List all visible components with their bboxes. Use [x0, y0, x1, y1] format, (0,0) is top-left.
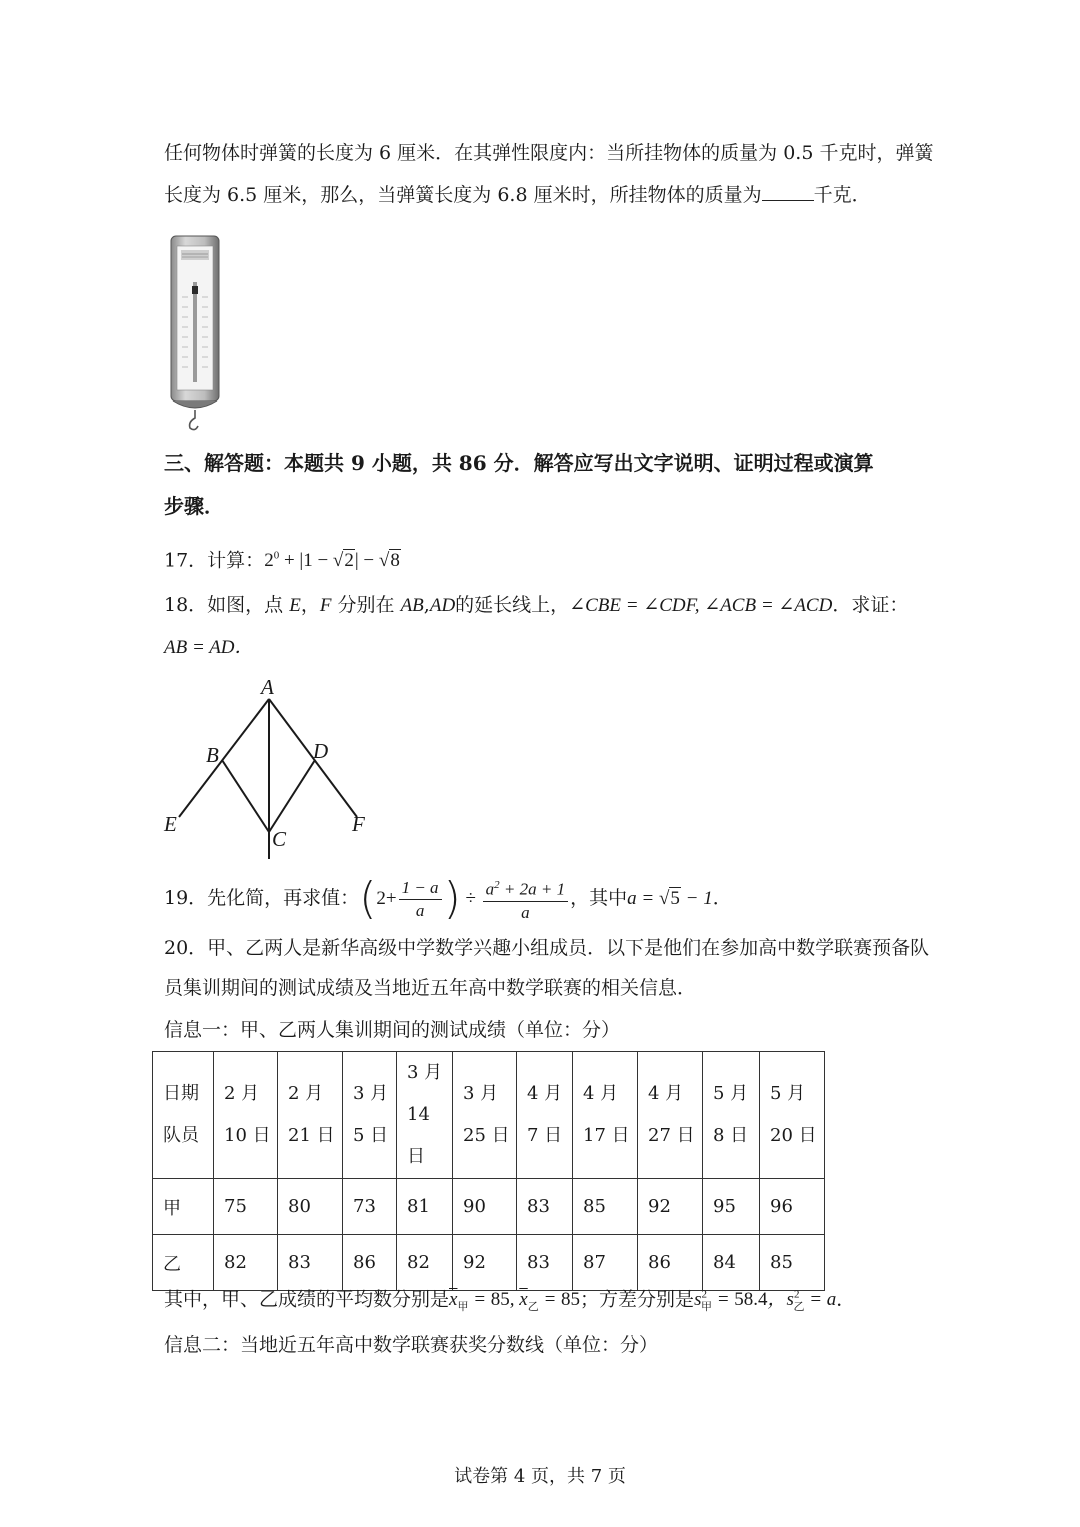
q18-line-1: 18．如图，点 E，F 分别在 AB,AD的延长线上，∠CBE = ∠CDF, ∠ACB = ∠ACD．求证： [164, 594, 909, 616]
stats-text-a: 其中，甲、乙成绩的平均数分别是 [164, 1288, 450, 1311]
date-cell: 2 月 21 日 [278, 1052, 343, 1179]
score-cell: 85 [760, 1235, 825, 1291]
member-name-cell: 甲 [153, 1179, 214, 1235]
q18-lines: AB [400, 595, 424, 616]
score-cell: 83 [517, 1235, 573, 1291]
score-cell: 84 [703, 1235, 760, 1291]
score-cell: 92 [638, 1179, 703, 1235]
q17-label: 17．计算： [164, 549, 265, 572]
score-table [152, 1051, 825, 1291]
score-cell: 80 [278, 1179, 343, 1235]
label-b: B [206, 743, 219, 767]
info-1-heading: 信息一：甲、乙两人集训期间的测试成绩（单位：分） [164, 1019, 621, 1041]
date-cell: 4 月 17 日 [573, 1052, 638, 1179]
info-2-heading: 信息二：当地近五年高中数学联赛获奖分数线（单位：分） [164, 1334, 659, 1356]
page-footer: 试卷第 4 页，共 7 页 [454, 1466, 626, 1487]
score-cell: 90 [453, 1179, 517, 1235]
q19-line: 19．先化简，再求值：(2+ $\frac{1 - a}{a}$ ) ÷ $\frac{a^2 + 2a + 1}{a}$ ，其中a = √5 − 1． [164, 873, 732, 924]
date-cell: 4 月 7 日 [517, 1052, 573, 1179]
corner-date-label: 日期 [163, 1083, 199, 1104]
q18-text-c: 的延长线上， [455, 594, 570, 616]
date-cell: 5 月 20 日 [760, 1052, 825, 1179]
score-cell: 73 [343, 1179, 397, 1235]
table-row-jia [153, 1179, 825, 1235]
member-name-cell: 乙 [153, 1235, 214, 1291]
segment-ae [179, 699, 269, 817]
q16-line-2 [164, 181, 871, 209]
score-cell: 87 [573, 1235, 638, 1291]
score-cell: 95 [703, 1179, 760, 1235]
variance-values: $s^2_甲 = 58.4$，$s^2_乙 = a$ [694, 1289, 837, 1314]
date-cell: 4 月 27 日 [638, 1052, 703, 1179]
mean-values: $\overline{x}_甲 = 85$, $\overline{x}_乙 = 85$ [449, 1289, 581, 1314]
stats-text-b: ；方差分别是 [580, 1288, 695, 1311]
section-3-heading-line-2: 步骤． [164, 494, 224, 518]
q19-label: 19．先化简，再求值： [164, 887, 360, 909]
q18-text-a: 18．如图，点 [164, 594, 284, 616]
table-corner-cell [153, 1052, 214, 1179]
date-cell: 3 月 5 日 [343, 1052, 397, 1179]
q18-text-b: 分别在 [337, 594, 395, 616]
q16-line-2-text: 长度为 6.5 厘米，那么，当弹簧长度为 6.8 厘米时，所挂物体的质量为 [164, 184, 762, 206]
q18-line-2: AB = AD． [164, 637, 254, 658]
stats-line: 其中，甲、乙成绩的平均数分别是$\overline{x}_甲 = 85$, $\overline{x}_乙 = 85$；方差分别是$s^2_甲 = 58.4$，$s^2_乙 = a$． [164, 1288, 856, 1314]
q18-text-d: ．求证： [832, 594, 909, 616]
score-cell: 86 [343, 1235, 397, 1291]
score-cell: 96 [760, 1179, 825, 1235]
q18-points: E [289, 595, 301, 616]
date-cell: 3 月 14 日 [397, 1052, 453, 1179]
score-cell: 82 [214, 1235, 278, 1291]
score-cell: 75 [214, 1179, 278, 1235]
date-cell: 5 月 8 日 [703, 1052, 760, 1179]
section-3-heading-line-1: 三、解答题：本题共 9 小题，共 86 分．解答应写出文字说明、证明过程或演算 [164, 451, 874, 475]
q16-line-1: 任何物体时弹簧的长度为 6 厘米．在其弹性限度内：当所挂物体的质量为 0.5 千克时，弹簧 [164, 142, 934, 164]
label-f: F [352, 812, 365, 836]
q18-points-f: F [319, 595, 332, 616]
label-a: A [261, 675, 274, 699]
score-cell: 86 [638, 1235, 703, 1291]
corner-member-label: 队员 [163, 1125, 199, 1146]
q18-condition: ∠CBE = ∠CDF, ∠ACB = ∠ACD [569, 595, 833, 616]
q16-line-2-unit: 千克． [813, 184, 871, 206]
q17-line [164, 542, 401, 575]
q19-fraction-1: $\frac{1 - a}{a}$ [399, 877, 442, 922]
figure-lines [179, 699, 357, 859]
answer-blank [762, 182, 814, 201]
segment-dc [269, 760, 315, 832]
score-cell: 85 [573, 1179, 638, 1235]
score-cell: 83 [517, 1179, 573, 1235]
q19-fraction-2: $\frac{a^2 + 2a + 1}{a}$ [483, 874, 568, 924]
score-cell: 82 [397, 1235, 453, 1291]
score-cell: 83 [278, 1235, 343, 1291]
q20-line-2: 员集训期间的测试成绩及当地近五年高中数学联赛的相关信息． [164, 977, 697, 999]
q19-value: a = √5 − 1 [627, 888, 713, 909]
label-d: D [313, 739, 329, 763]
date-cell: 2 月 10 日 [214, 1052, 278, 1179]
label-e: E [164, 812, 177, 836]
segment-bc [222, 760, 269, 832]
score-cell: 92 [453, 1235, 517, 1291]
date-cell: 3 月 25 日 [453, 1052, 517, 1179]
q18-figure [155, 672, 385, 867]
table-header-row [153, 1052, 825, 1179]
spring-scale-image [168, 232, 224, 434]
score-cell: 81 [397, 1179, 453, 1235]
q19-where: ，其中 [570, 887, 628, 909]
q17-expression: $2^0 + |1 - √2| - √8$ [264, 550, 400, 572]
label-c: C [272, 827, 287, 851]
q20-line-1: 20．甲、乙两人是新华高级中学数学兴趣小组成员．以下是他们在参加高中数学联赛预备队 [164, 937, 930, 959]
